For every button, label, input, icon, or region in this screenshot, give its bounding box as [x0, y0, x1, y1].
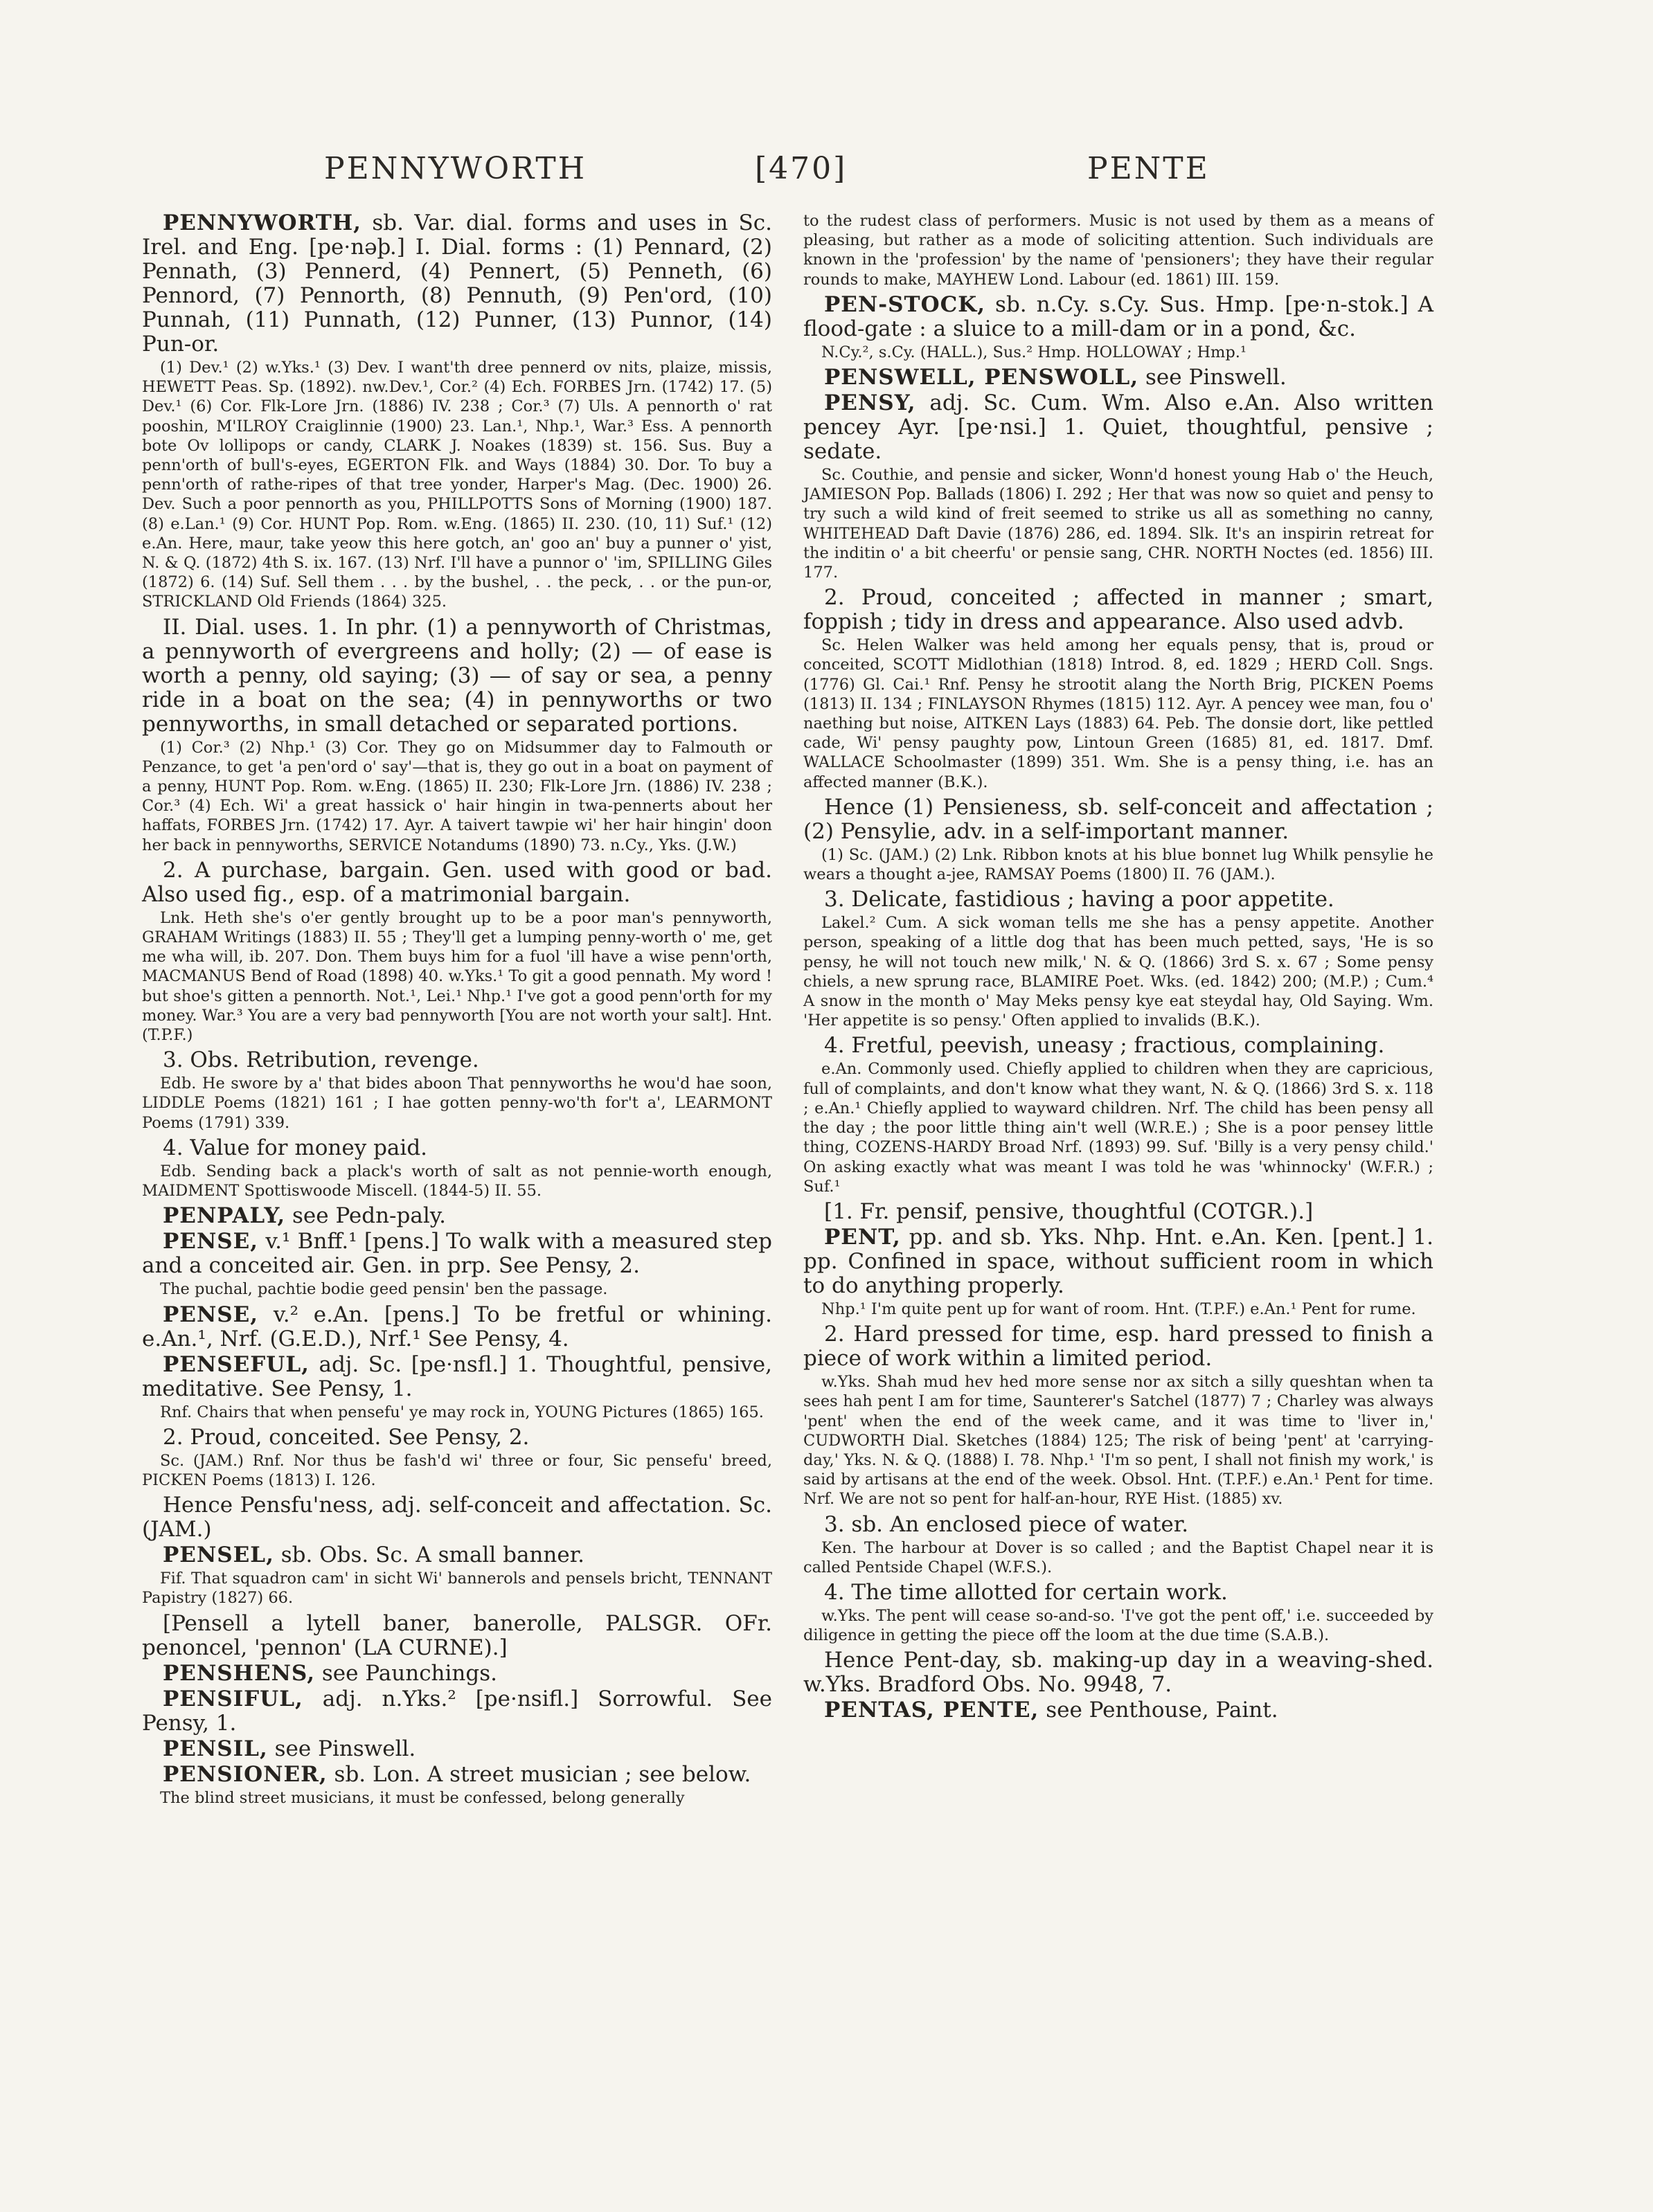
quotation: Edb. He swore by a' that bides aboon That pennyworths he wou'd hae soon, LIDDLE Poems (1821) 161 ; I hae gotten penny-wo'th for't a', LEARMONT Poems (1791) 339.: [142, 1074, 772, 1132]
entry-definition: [142, 1543, 772, 1567]
entry-definition: [142, 1230, 772, 1278]
entry-definition: [803, 293, 1433, 341]
quotation: Ken. The harbour at Dover is so called ; and the Baptist Chapel near it is called Pentside Chapel (W.F.S.).: [803, 1538, 1433, 1576]
entry-definition: [803, 391, 1433, 464]
definition-text: v.¹ Bnff.¹ [pens.] To walk with a measured step and a conceited air. Gen. in prp. See Pensy, 2.: [142, 1229, 772, 1279]
definition-text: 3. Delicate, fastidious ; having a poor appetite.: [824, 887, 1334, 912]
definition-text: II. Dial. uses. 1. In phr. (1) a pennyworth of Christmas, a pennyworth of evergreens and holly; (2) — of ease is worth a penny, old saying; (3) — of say or sea, a penny ride in a boat on the sea; (4) in pennyworths or two pennyworths, in small detached or separated portions.: [142, 614, 772, 737]
definition-text: 3. Obs. Retribution, revenge.: [163, 1047, 479, 1073]
definition-text: 2. Hard pressed for time, esp. hard pressed to finish a piece of work within a limited period.: [803, 1322, 1433, 1372]
entry-definition: [142, 1493, 772, 1542]
quotation: Rnf. Chairs that when pensefu' ye may rock in, YOUNG Pictures (1865) 165.: [160, 1403, 764, 1421]
definition-text: 2. Proud, conceited ; affected in manner ; smart, foppish ; tidy in dress and appearance. Also used advb.: [803, 585, 1433, 635]
headword: PENSEL,: [163, 1543, 274, 1568]
headword: PENSHENS,: [163, 1660, 315, 1686]
entry-definition: [803, 1200, 1433, 1224]
entry-definition: [803, 1034, 1433, 1058]
headword: PEN-STOCK,: [824, 291, 986, 317]
quotation: Edb. Sending back a plack's worth of salt as not pennie-worth enough, MAIDMENT Spottiswoode Miscell. (1844-5) II. 55.: [142, 1162, 772, 1201]
entry-definition: [803, 888, 1433, 912]
header-left-word: PENNYWORTH: [324, 151, 587, 186]
headword: PENSE,: [163, 1229, 259, 1255]
entry-definition: [142, 1048, 772, 1072]
definition-text: [1. Fr. pensif, pensive, thoughtful (COTGR.).]: [824, 1198, 1314, 1224]
quotation: Sc. Helen Walker was held among her equals pensy, that is, proud or conceited, SCOTT Midlothian (1818) Introd. 8, ed. 1829 ; HERD Coll. Sngs. (1776) Gl. Cai.¹ Rnf. Pensy he strootit alang the North Brig, PICKEN Poems (1813) II. 134 ; FINLAYSON Rhymes (1815) 112. Ayr. A pencey wee man, fou o' naething but noise, AITKEN Lays (1883) 64. Peb. The donsie dort, like pettled cade, Wi' pensy paughty pow, Lintoun Green (1685) 81, ed. 1817. Dmf. WALLACE Schoolmaster (1899) 351. Wm. She is a pensy thing, i.e. has an affected manner (B.K.).: [803, 636, 1433, 791]
entry-definition: [803, 1225, 1433, 1298]
entry-definition: [142, 1303, 772, 1351]
headword: PENSE,: [163, 1302, 259, 1327]
definition-text: 3. sb. An enclosed piece of water.: [824, 1511, 1189, 1537]
definition-text: adj. n.Yks.² [pe·nsifl.] Sorrowful. See Pensy, 1.: [142, 1686, 773, 1736]
quotation: w.Yks. Shah mud hev hed more sense nor ax sitch a silly queshtan when ta sees hah pent I am for time, Saunterer's Satchel (1877) 7 ; Charley was always 'pent' when the end of the week came, and it was time to 'liver in,' CUDWORTH Dial. Sketches (1884) 125; The risk of being 'pent' at 'carrying-day,' Yks. N. & Q. (1888) I. 78. Nhp.¹ 'I'm so pent, I shall not finish my work,' is said by artisans at the end of the week. Obsol. Hnt. (T.P.F.) e.An.¹ Pent for time. Nrf. We are not so pent for half-an-hour, RYE Hist. (1885) xv.: [803, 1373, 1433, 1509]
entry-definition: [142, 1687, 772, 1736]
headword: PENT,: [824, 1224, 901, 1250]
definition-text: [Pensell a lytell baner, banerolle, PALSGR. OFr. penoncel, 'pennon' (LA CURNE).]: [142, 1610, 772, 1660]
definition-text: sb. n.Cy. s.Cy. Sus. Hmp. [pe·n-stok.] A flood-gate : a sluice to a mill-dam or in a pond, &c.: [803, 291, 1434, 341]
page-number: [470]: [755, 151, 848, 186]
quotation: (1) Sc. (JAM.) (2) Lnk. Ribbon knots at his blue bonnet lug Whilk pensylie he wears a thought a-jee, RAMSAY Poems (1800) II. 76 (JAM.).: [803, 845, 1433, 884]
entry-definition: [803, 1698, 1433, 1723]
entry-definition: [803, 1513, 1433, 1537]
definition-text: adj. Sc. Cum. Wm. Also e.An. Also written pencey Ayr. [pe·nsi.] 1. Quiet, thoughtful, pensive ; sedate.: [803, 390, 1433, 465]
definition-text: see Pedn-paly.: [292, 1203, 447, 1229]
entry-definition: [142, 1204, 772, 1228]
entry-definition: [803, 1648, 1433, 1697]
quotation: e.An. Commonly used. Chiefly applied to children when they are capricious, full of complaints, and don't know what they want, N. & Q. (1866) 3rd S. x. 118 ; e.An.¹ Chiefly applied to wayward children. Nrf. The child has been pensy all the day ; the poor little thing ain't well (W.R.E.) ; She is a poor pensey little thing, COZENS-HARDY Broad Nrf. (1893) 99. Suf. 'Billy is a very pensy child.' On asking exactly what was meant I was told he was 'whinnocky' (W.F.R.) ; Suf.¹: [803, 1060, 1433, 1196]
entry-definition: [142, 1353, 772, 1401]
quotation: Fif. That squadron cam' in sicht Wi' bannerols and pensels bricht, TENNANT Papistry (1827) 66.: [142, 1570, 772, 1608]
quotation: The blind street musicians, it must be confessed, belong generally: [160, 1788, 685, 1807]
definition-text: v.² e.An. [pens.] To be fretful or whining. e.An.¹, Nrf. (G.E.D.), Nrf.¹ See Pensy, 4.: [142, 1302, 773, 1351]
left-column: [142, 211, 772, 1811]
entry-definition: [803, 586, 1433, 634]
entry-definition: [803, 1581, 1433, 1605]
headword: PENNYWORTH,: [163, 210, 361, 235]
definition-text: pp. and sb. Yks. Nhp. Hnt. e.An. Ken. [pent.] 1. pp. Confined in space, without sufficient room in which to do anything properly.: [803, 1224, 1434, 1298]
quotation: Sc. (JAM.) Rnf. Nor thus be fash'd wi' three or four, Sic pensefu' breed, PICKEN Poems (1813) I. 126.: [142, 1451, 772, 1489]
definition-text: Hence Pensfu'ness, adj. self-conceit and affectation. Sc. (JAM.): [142, 1493, 772, 1543]
definition-text: sb. Lon. A street musician ; see below.: [334, 1761, 751, 1787]
entry-definition: [803, 795, 1433, 844]
quotation: (1) Dev.¹ (2) w.Yks.¹ (3) Dev. I want'th dree pennerd ov nits, plaize, missis, HEWETT Peas. Sp. (1892). nw.Dev.¹, Cor.² (4) Ech. FORBES Jrn. (1742) 17. (5) Dev.¹ (6) Cor. Flk-Lore Jrn. (1886) IV. 238 ; Cor.³ (7) Uls. A pennorth o' rat pooshin, M'ILROY Craiglinnie (1900) 23. Lan.¹, Nhp.¹, War.³ Ess. A pennorth bote Ov lollipops or candy, CLARK J. Noakes (1839) st. 156. Sus. Buy a penn'orth of bull's-eyes, EGERTON Flk. and Ways (1884) 30. Dor. To buy a penn'orth of rathe-ripes of that tree yonder, Harper's Mag. (Dec. 1900) 26. Dev. Such a poor pennorth as you, PHILLPOTTS Sons of Morning (1900) 187. (8) e.Lan.¹ (9) Cor. HUNT Pop. Rom. w.Eng. (1865) II. 230. (10, 11) Suf.¹ (12) e.An. Here, maur, take yeow this here gotch, an' goo an' buy a punner o' yist, N. & Q. (1872) 4th S. ix. 167. (13) Nrf. I'll have a punnor o' 'im, SPILLING Giles (1872) 6. (14) Suf. Sell them . . . by the bushel, . . the peck, . . or the pun-or, STRICKLAND Old Friends (1864) 325.: [142, 359, 772, 611]
headword: PENTAS, PENTE,: [824, 1698, 1039, 1723]
headword: PENSIL,: [163, 1736, 268, 1761]
quotation: Lakel.² Cum. A sick woman tells me she has a pensy appetite. Another person, speaking of a little dog that has been much petted, says, 'He is so pensy, he will not touch new milk,' N. & Q. (1866) 3rd S. x. 67 ; Some pensy chiels, a new sprung race, BLAMIRE Poet. Wks. (ed. 1842) 200; (M.P.) ; Cum.⁴ A snow in the month o' May Meks pensy kye eat steydal hay, Old Saying. Wm. 'Her appetite is so pensy.' Often applied to invalids (B.K.).: [803, 914, 1433, 1030]
headword: PENPALY,: [163, 1203, 286, 1229]
continued-quotation: to the rudest class of performers. Music is not used by them as a means of pleasing, but rather as a mode of soliciting attention. Such individuals are known in the 'profession' by the name of 'pensioners'; they have their regular rounds to make, MAYHEW Lond. Labour (ed. 1861) III. 159.: [803, 212, 1433, 289]
definition-text: Hence Pent-day, sb. making-up day in a weaving-shed. w.Yks. Bradford Obs. No. 9948, 7.: [803, 1648, 1433, 1698]
quotation: The puchal, pachtie bodie geed pensin' ben the passage.: [160, 1280, 608, 1299]
definition-text: see Pinswell.: [1145, 365, 1287, 390]
definition-text: 2. A purchase, bargain. Gen. used with good or bad. Also used fig., esp. of a matrimonial bargain.: [142, 857, 772, 907]
definition-text: see Pinswell.: [274, 1736, 416, 1761]
entry-definition: [142, 1136, 772, 1160]
definition-text: see Paunchings.: [321, 1660, 498, 1686]
running-header: [0, 151, 1653, 192]
quotation: (1) Cor.³ (2) Nhp.¹ (3) Cor. They go on Midsummer day to Falmouth or Penzance, to get 'a pen'ord o' say'—that is, they go out in a boat on payment of a penny, HUNT Pop. Rom. w.Eng. (1865) II. 230; Flk-Lore Jrn. (1886) IV. 238 ; Cor.³ (4) Ech. Wi' a great hassick o' hair hingin in twa-pennerts about her haffats, FORBES Jrn. (1742) 17. Ayr. A taivert tawpie wi' her hair hingin' doon her back in pennyworths, SERVICE Notandums (1890) 73. n.Cy., Yks. (J.W.): [142, 738, 772, 854]
headword: PENSIONER,: [163, 1761, 328, 1787]
entry-definition: [142, 1612, 772, 1660]
entry-definition: [142, 1426, 772, 1450]
quotation: Sc. Couthie, and pensie and sicker, Wonn'd honest young Hab o' the Heuch, JAMIESON Pop. Ballads (1806) I. 292 ; Her that was now so quiet and pensy to try such a wild kind of freit seemed to strike us all as something no canny, WHITEHEAD Daft Davie (1876) 286, ed. 1894. Slk. It's an inspirin retreat for the inditin o' a bit cheerfu' or pensie sang, CHR. NORTH Noctes (ed. 1856) III. 177.: [803, 466, 1433, 582]
quotation: Lnk. Heth she's o'er gently brought up to be a poor man's pennyworth, GRAHAM Writings (1883) II. 55 ; They'll get a lumping penny-worth o' me, get me wha will, ib. 207. Don. Them buys him for a fuol 'ill have a wise penn'orth, MACMANUS Bend of Road (1898) 40. w.Yks.¹ To git a good pennath. My word ! but shoe's gitten a pennorth. Not.¹, Lei.¹ Nhp.¹ I've got a good penn'orth for my money. War.³ You are a very bad pennyworth [You are not worth your salt]. Hnt. (T.P.F.): [142, 908, 772, 1045]
definition-text: sb. Obs. Sc. A small banner.: [280, 1543, 584, 1568]
headword: PENSWELL, PENSWOLL,: [824, 365, 1139, 390]
definition-text: Hence (1) Pensieness, sb. self-conceit and affectation ; (2) Pensylie, adv. in a self-important manner.: [803, 794, 1433, 844]
definition-text: adj. Sc. [pe·nsfl.] 1. Thoughtful, pensive, meditative. See Pensy, 1.: [142, 1351, 772, 1401]
definition-text: see Penthouse, Paint.: [1046, 1698, 1278, 1723]
definition-text: sb. Var. dial. forms and uses in Sc. Irel. and Eng. [pe·nəþ.] I. Dial. forms : (1) Pennard, (2) Pennath, (3) Pennerd, (4) Pennert, (5) Penneth, (6) Pennord, (7) Pennorth, (8) Pennuth, (9) Pen'ord, (10) Punnah, (11) Punnath, (12) Punner, (13) Punnor, (14) Pun-or.: [142, 210, 773, 357]
right-column: [803, 211, 1433, 1724]
entry-definition: [803, 366, 1433, 390]
quotation: w.Yks. The pent will cease so-and-so. 'I've got the pent off,' i.e. succeeded by diligence in getting the piece off the loom at the due time (S.A.B.).: [803, 1606, 1433, 1645]
headword: PENSIFUL,: [163, 1686, 303, 1711]
headword: PENSY,: [824, 390, 916, 416]
quotation: Nhp.¹ I'm quite pent up for want of room. Hnt. (T.P.F.) e.An.¹ Pent for rume.: [821, 1300, 1416, 1318]
entry-definition: [142, 1763, 772, 1787]
definition-text: 4. Value for money paid.: [163, 1135, 428, 1160]
definition-text: 4. The time allotted for certain work.: [824, 1579, 1228, 1605]
entry-definition: [142, 858, 772, 907]
header-right-word: PENTE: [1087, 151, 1210, 186]
entry-definition: [803, 1322, 1433, 1371]
entry-definition: [142, 1662, 772, 1686]
definition-text: 4. Fretful, peevish, uneasy ; fractious, complaining.: [824, 1033, 1385, 1059]
entry-definition: [142, 615, 772, 737]
entry-definition: [142, 211, 772, 357]
quotation: N.Cy.², s.Cy. (HALL.), Sus.² Hmp. HOLLOWAY ; Hmp.¹: [821, 343, 1247, 361]
entry-definition: [142, 1737, 772, 1761]
definition-text: 2. Proud, conceited. See Pensy, 2.: [163, 1424, 530, 1450]
headword: PENSEFUL,: [163, 1351, 310, 1377]
